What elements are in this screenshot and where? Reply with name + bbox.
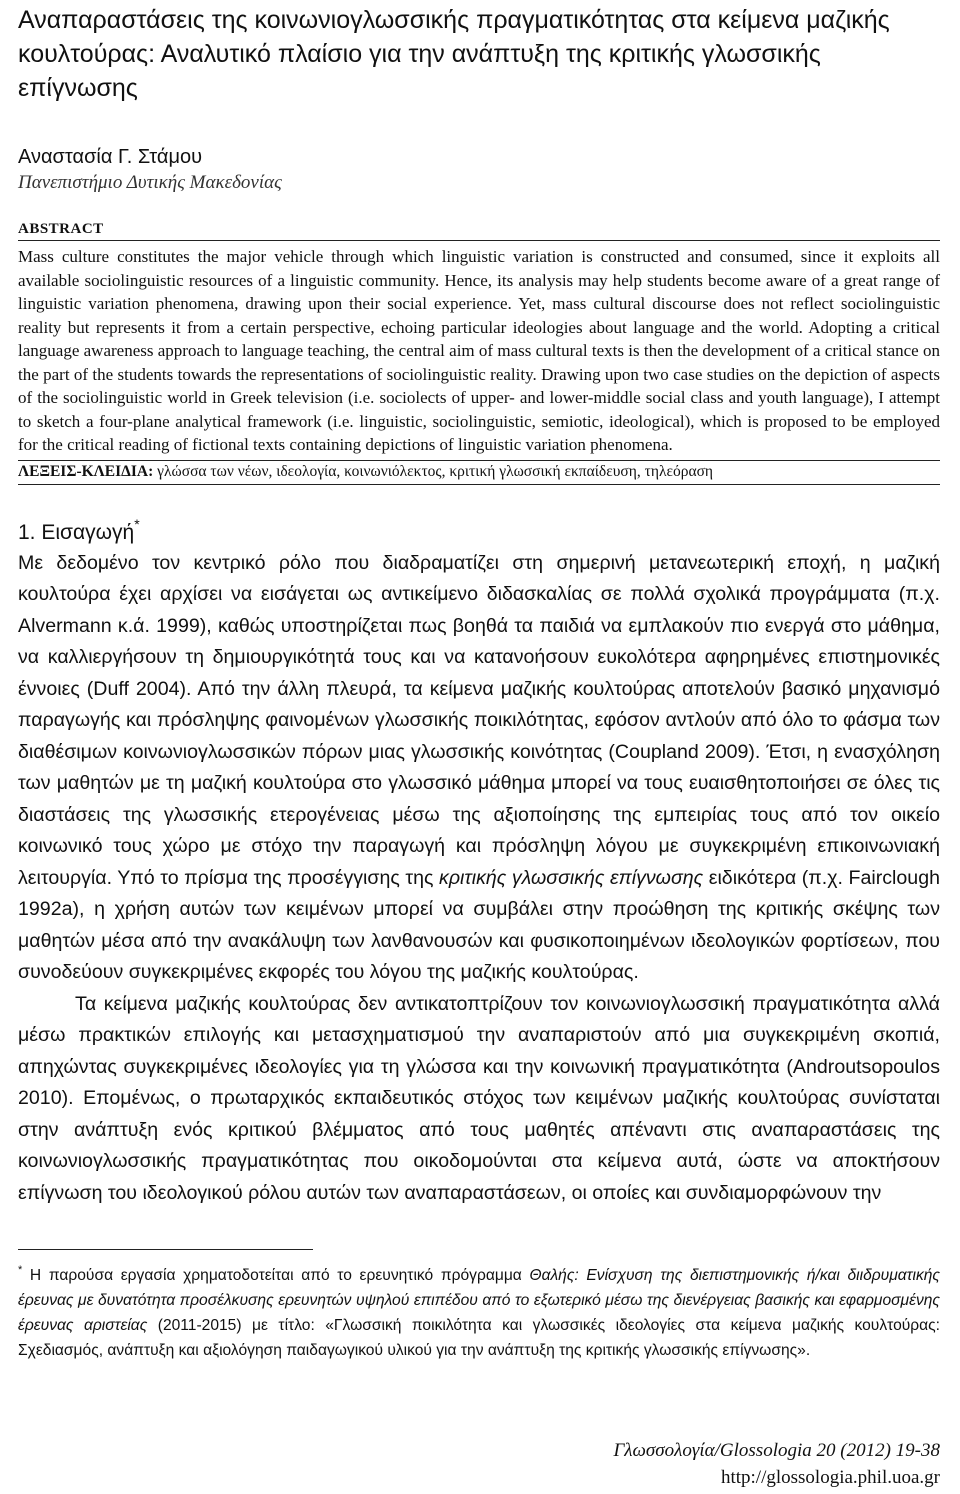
abstract-heading: ABSTRACT bbox=[18, 221, 940, 241]
footnote-reference[interactable]: * bbox=[134, 515, 140, 532]
keywords-label: ΛΕΞΕΙΣ-ΚΛΕΙΔΙΑ: bbox=[18, 462, 154, 480]
footnote-divider bbox=[18, 1249, 313, 1250]
footnote-marker: * bbox=[18, 1264, 23, 1276]
author-name: Αναστασία Γ. Στάμου bbox=[18, 146, 203, 168]
journal-url[interactable]: http://glossologia.phil.uoa.gr bbox=[720, 1467, 940, 1488]
intro-p1-part-a: Με δεδομένο τον κεντρικό ρόλο που διαδραματίζει στη σημερινή μετανεωτερική εποχή, η μαζική κουλτούρα έχει αρχίσει να εισάγεται ως αντικείμενο διδασκαλίας σε πολλά σχολικά προγράμματα (π.χ. Alvermann κ.ά. 1999), καθώς υποστηρίζεται πως βοηθά τα παιδιά να εμπλακούν πιο ενεργά στο μάθημα, να καλλιεργήσουν τη δημιουργικότητά τους και να κατανοήσουν ευκολότερα αφηρημένες επιστημονικές έννοιες (Duff 2004). Από την άλλη πλευρά, τα κείμενα μαζικής κουλτούρας αποτελούν βασικό μηχανισμό παραγωγής και πρόσληψης φαινομένων γλωσσικής ποικιλότητας, εφόσον αντλούν από όλο το φάσμα των διαθέσιμων κοινωνιογλωσσικών πόρων μιας γλωσσικής κοινότητας (Coupland 2009). Έτσι, η ενασχόληση των μαθητών με τη μαζική κουλτούρα στο γλωσσικό μάθημα μπορεί να τους ευαισθητοποιήσει σε όλες τις διαστάσεις της γλωσσικής ετερογένειας μέσω της αξιοποίησης της εμπειρίας τους από τον οικείο κοινωνικό τους χώρο με στόχο την παραγωγή και πρόσληψη λόγου με συγκεκριμένη επικοινωνιακή λειτουργία. Υπό το πρίσμα της προσέγγισης της bbox=[18, 551, 940, 889]
intro-p1-part-b: ειδικότερα (π.χ. Fairclough 1992a), η χρήση αυτών των κειμένων μπορεί να συμβάλει στην προώθηση της κριτικής σκέψης των μαθητών μέσα από την ανακάλυψη των λανθανουσών και φυσικοποιημένων ιδεολογικών φορτίσεων, που συνοδεύουν συγκεκριμένες εκφορές του λόγου της μαζικής κουλτούρας. bbox=[18, 866, 940, 983]
intro-paragraph-2: Τα κείμενα μαζικής κουλτούρας δεν αντικατοπτρίζουν τον κοινωνιογλωσσική πραγματικότητα αλλά μέσω πρακτικών επιλογής και μετασχηματισμού την αναπαριστούν από μια συγκεκριμένη σκοπιά, απηχώντας συγκεκριμένες ιδεολογίες για τη γλώσσα και την κοινωνική πραγματικότητα (Androutsopoulos 2010). Επομένως, ο πρωταρχικός εκπαιδευτικός στόχος των κειμένων μαζικής κουλτούρας συνίσταται στην ανάπτυξη ενός κριτικού βλέμματος από τους μαθητές απέναντι στις αναπαραστάσεις της κοινωνιογλωσσικής πραγματικότητας που οικοδομούνται στα κείμενα αυτά, ώστε να αποκτήσουν επίγνωση του ιδεολογικού ρόλου αυτών των αναπαραστάσεων, οι οποίες και συνδιαμορφώνουν την bbox=[18, 992, 940, 1204]
keywords-line bbox=[18, 460, 940, 485]
footnote-program-title: Θαλής: Ενίσχυση της διεπιστημονικής ή/και διιδρυματικής έρευνας με δυνατότητα προσέλκυσης ερευνητών υψηλού επιπέδου από το εξωτερικό μέσω της διενέργειας βασικής και εφαρμοσμένης έρευνας αριστείας bbox=[18, 1267, 941, 1334]
section-heading bbox=[18, 509, 940, 548]
journal-citation: Γλωσσολογία/Glossologia 20 (2012) 19-38 bbox=[613, 1440, 940, 1461]
keywords-text: γλώσσα των νέων, ιδεολογία, κοινωνιόλεκτος, κριτική γλωσσική εκπαίδευση, τηλεόραση bbox=[153, 462, 714, 480]
intro-p1-emphasis: κριτικής γλωσσικής επίγνωσης bbox=[439, 866, 704, 889]
intro-paragraph-1 bbox=[18, 548, 940, 989]
footnote-text-a: Η παρούσα εργασία χρηματοδοτείται από το ερευνητικό πρόγραμμα bbox=[22, 1267, 530, 1284]
paper-title: Αναπαραστάσεις της κοινωνιογλωσσικής πραγματικότητας στα κείμενα μαζικής κουλτούρας: Αναλυτικό πλαίσιο για την ανάπτυξη της κριτικής γλωσσικής επίγνωσης bbox=[18, 6, 890, 102]
footnote-text-b: (2011-2015) με τίτλο: «Γλωσσική ποικιλότητα και γλωσσικές ιδεολογίες στα κείμενα μαζικής κουλτούρας: Σχεδιασμός, ανάπτυξη και αξιολόγηση παιδαγωγικού υλικού για την ανάπτυξη της κριτικής γλωσσικής επίγνωσης». bbox=[18, 1317, 941, 1359]
journal-info bbox=[613, 1437, 940, 1491]
paper-page bbox=[18, 0, 940, 1363]
footnote bbox=[18, 1258, 940, 1363]
section-title: 1. Εισαγωγή bbox=[18, 520, 135, 544]
abstract-text: Mass culture constitutes the major vehicle through which linguistic variation is constructed and consumed, since it exploits all available sociolinguistic resources of a linguistic community. Hence, its analysis may help students become aware of a great range of linguistic variation phenomena, drawing upon their social experience. Yet, mass cultural discourse does not reflect sociolinguistic reality but represents it from a certain perspective, echoing particular ideologies about language and the world. Adopting a critical language awareness approach to language teaching, the central aim of mass cultural texts is then the development of a critical stance on the part of the students towards the representations of sociolinguistic reality. Drawing upon two case studies on the depiction of aspects of the sociolinguistic world in Greek television (i.e. sociolects of upper- and lower-middle social class and youth language), I attempt to sketch a four-plane analytical framework (i.e. linguistic, sociolinguistic, semiotic, ideological), which is proposed to be employed for the critical reading of fictional texts containing depictions of linguistic variation phenomena. bbox=[18, 247, 940, 454]
author-affiliation: Πανεπιστήμιο Δυτικής Μακεδονίας bbox=[18, 172, 282, 193]
